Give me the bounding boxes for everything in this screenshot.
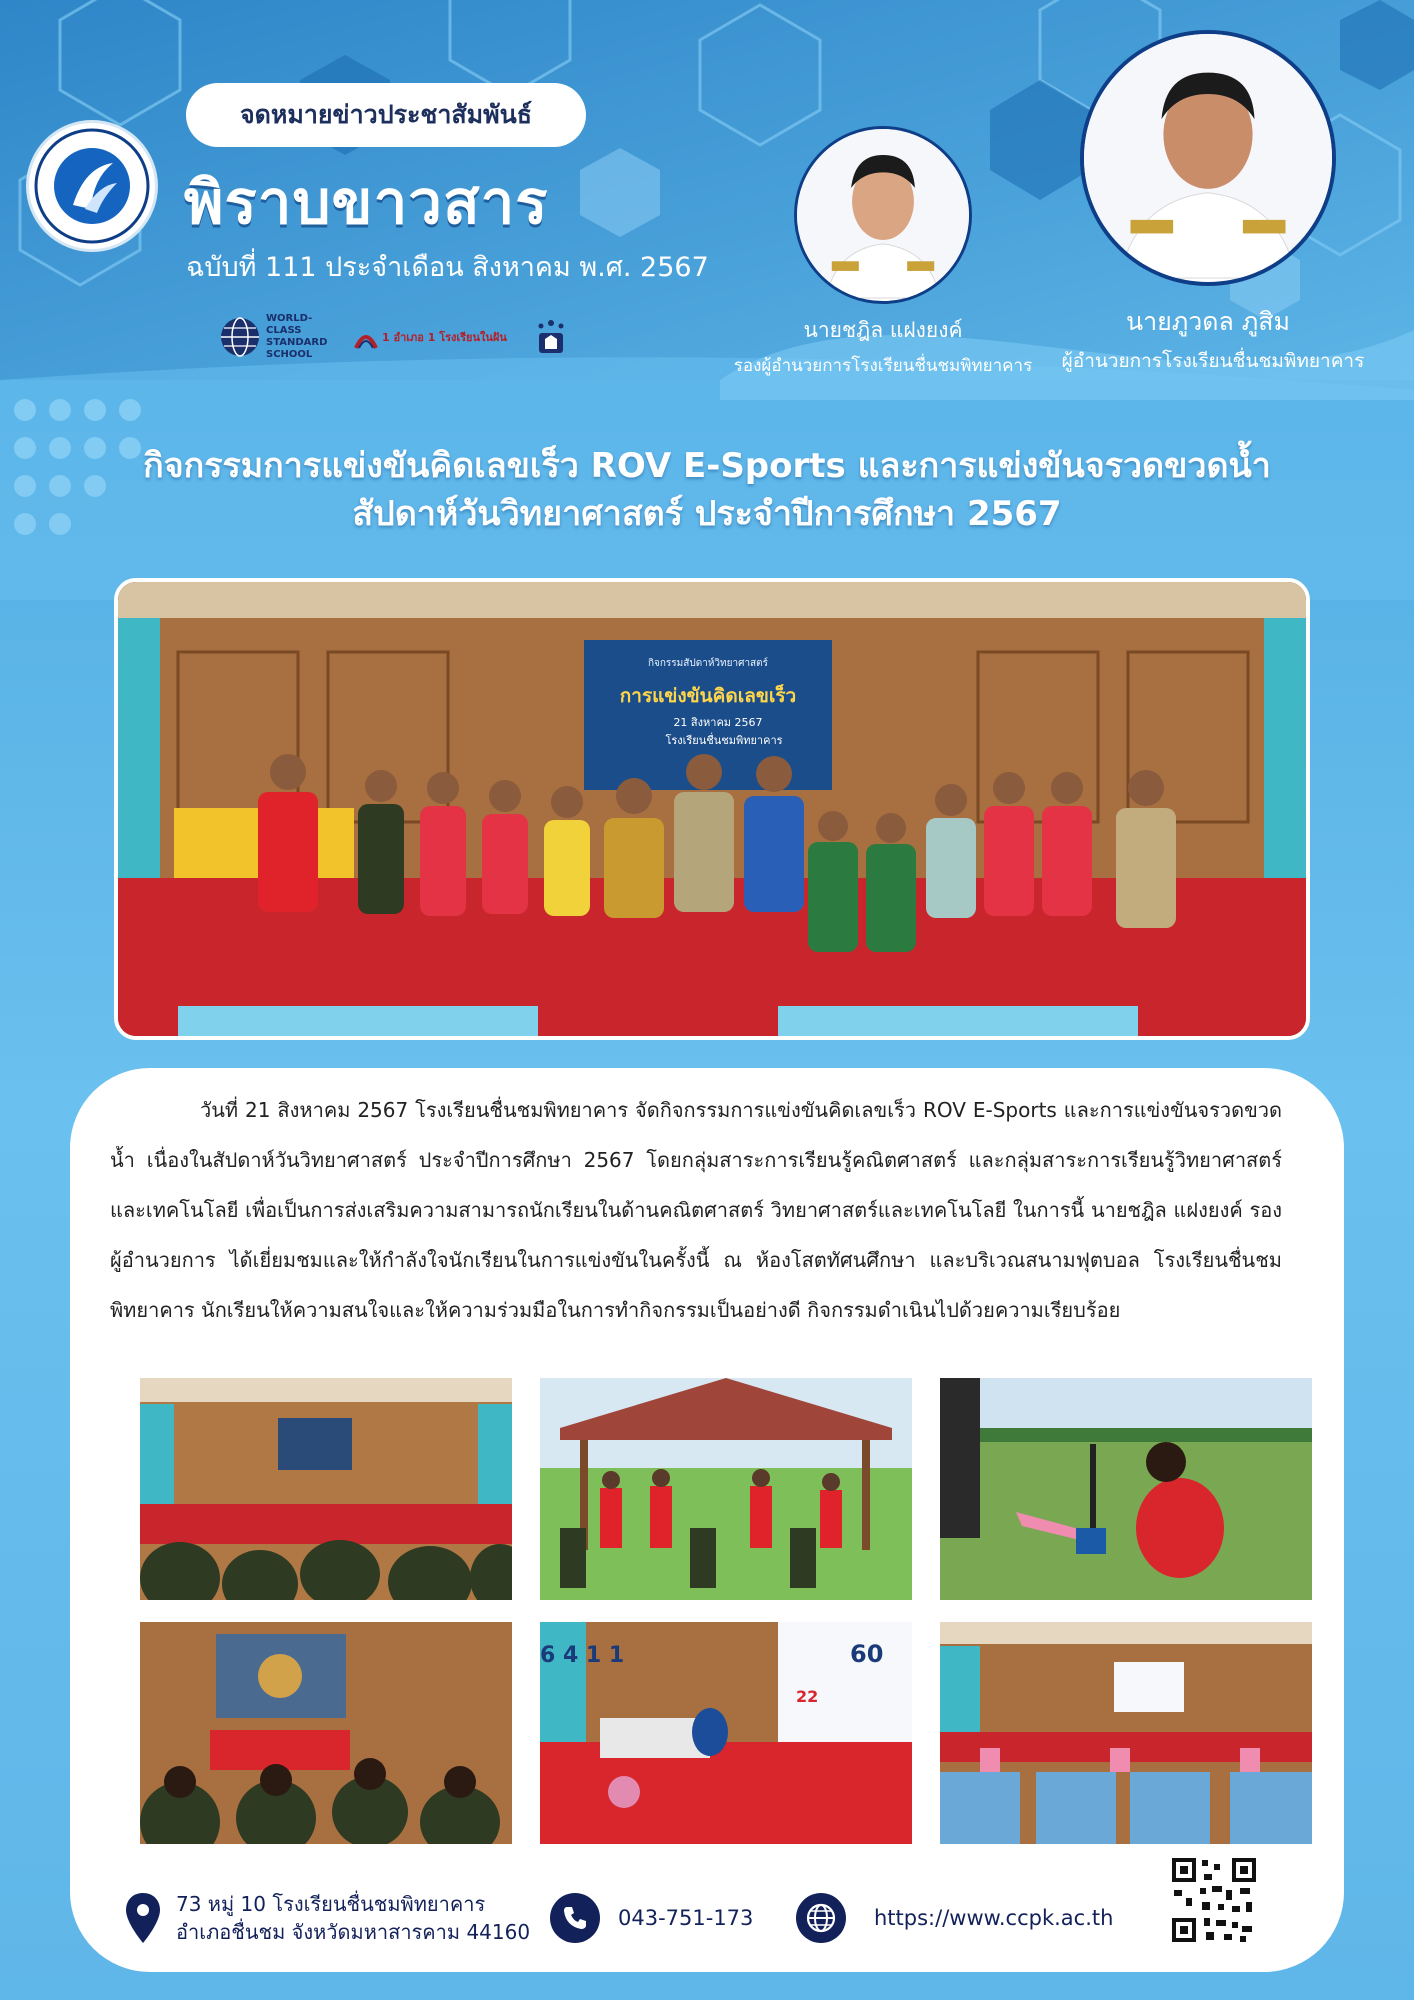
masthead-title: พิราบขาวสาร: [184, 168, 549, 238]
director-name: นายภูวดล ภูสิม: [1125, 307, 1290, 336]
article-body: วันที่ 21 สิงหาคม 2567 โรงเรียนชื่นชมพิทยาคาร จัดกิจกรรมการแข่งขันคิดเลขเร็ว ROV E-Sports และการแข่งขันจรวดขวดน้ำ เนื่องในสัปดาห์วันวิทยาศาสตร์ ประจำปีการศึกษา 2567 โดยกลุ่มสาระการเรียนรู้คณิตศาสตร์ และกลุ่มสาระการเรียนรู้วิทยาศาสตร์และเทคโนโลยี เพื่อเป็นการส่งเสริมความสามารถนักเรียนในด้านคณิตศาสตร์ วิทยาศาสตร์และเทคโนโลยี ในการนี้ นายชฎิล แฝงยงค์ รองผู้อำนวยการ ได้เยี่ยมชมและให้กำลังใจนักเรียนในการแข่งขันในครั้งนี้ ณ ห้องโสตทัศนศึกษา และบริเวณสนามฟุตบอล โรงเรียนชื่นชมพิทยาคาร นักเรียนให้ความสนใจและให้ความร่วมมือในการทำกิจกรรมเป็นอย่างดี กิจกรรมดำเนินไปด้วยความเรียบร้อย: [110, 1098, 1282, 1322]
footer-website[interactable]: [796, 1893, 1113, 1943]
photo-gallery: [140, 1378, 1310, 1844]
rov-esports-photo: [140, 1622, 512, 1844]
group-photo-illustration: [118, 582, 1306, 1036]
bottle-rocket-photo: [940, 1378, 1312, 1600]
address-line-1: 73 หมู่ 10 โรงเรียนชื่นชมพิทยาคาร: [176, 1892, 486, 1916]
gallery-photo: [940, 1378, 1312, 1600]
headline-line-1: กิจกรรมการแข่งขันคิดเลขเร็ว ROV E-Sports และการแข่งขันจรวดขวดน้ำ: [143, 446, 1271, 486]
school-logo: [26, 120, 158, 252]
partner-world-class: [218, 313, 332, 361]
deputy-director-name: นายชฎิล แฝงยงค์: [803, 318, 963, 342]
partner-world-class-label: WORLD-CLASS STANDARD SCHOOL: [266, 313, 328, 360]
partner-crest: [529, 315, 573, 359]
footer-address: [124, 1890, 530, 1946]
globe-icon: [796, 1893, 846, 1943]
deputy-director-role: รองผู้อำนวยการโรงเรียนชื่นชมพิทยาคาร: [733, 356, 1033, 376]
article-headline: [0, 442, 1414, 538]
address-line-2: อำเภอชื่นชม จังหวัดมหาสารคาม 44160: [176, 1920, 531, 1944]
deputy-director-portrait: [794, 126, 972, 304]
headline-line-2: สัปดาห์วันวิทยาศาสตร์ ประจำปีการศึกษา 2567: [352, 494, 1062, 534]
qr-code-icon[interactable]: [1170, 1856, 1258, 1944]
director-role: ผู้อำนวยการโรงเรียนชื่นชมพิทยาคาร: [1061, 350, 1365, 372]
auditorium-photo: [140, 1378, 512, 1600]
gallery-photo: [940, 1622, 1312, 1844]
phone-number: 043-751-173: [618, 1906, 754, 1930]
screen-date: 21 สิงหาคม 2567: [673, 716, 763, 729]
screen-school: โรงเรียนชื่นชมพิทยาคาร: [665, 734, 783, 747]
partner-dream-school-label: 1 อำเภอ 1 โรงเรียนในฝัน: [382, 331, 507, 344]
screen-title: การแข่งขันคิดเลขเร็ว: [619, 685, 797, 707]
phone-icon: [550, 1893, 600, 1943]
gallery-photo: [540, 1378, 912, 1600]
screen-line1: กิจกรรมสัปดาห์วิทยาศาสตร์: [647, 658, 769, 669]
partner-logos: [218, 313, 573, 361]
main-group-photo: [114, 578, 1310, 1040]
director-portrait: [1080, 30, 1336, 286]
person-photo-icon: [797, 126, 969, 301]
quiz-timer: 60: [850, 1640, 884, 1668]
website-link[interactable]: https://www.ccpk.ac.th: [874, 1906, 1114, 1930]
quiz-answer: 22: [796, 1687, 819, 1706]
school-emblem-icon: [33, 127, 151, 245]
newsletter-tag: จดหมายข่าวประชาสัมพันธ์: [186, 83, 586, 147]
quiz-digits: 6 4 1 1: [540, 1643, 625, 1668]
math-quiz-photo: [540, 1622, 912, 1844]
location-pin-icon: [124, 1891, 162, 1945]
issue-line: ฉบับที่ 111 ประจำเดือน สิงหาคม พ.ศ. 2567: [186, 252, 709, 283]
pavilion-group-photo: [540, 1378, 912, 1600]
gallery-photo: [540, 1622, 912, 1844]
gallery-photo: [140, 1622, 512, 1844]
quiz-room-photo: [940, 1622, 1312, 1844]
person-photo-icon: [1084, 30, 1332, 282]
partner-dream-school: [354, 322, 507, 352]
crest-icon: [529, 315, 573, 359]
banner-icon: [354, 322, 378, 352]
footer-phone[interactable]: [550, 1893, 753, 1943]
globe-icon: [218, 315, 262, 359]
gallery-photo: [140, 1378, 512, 1600]
